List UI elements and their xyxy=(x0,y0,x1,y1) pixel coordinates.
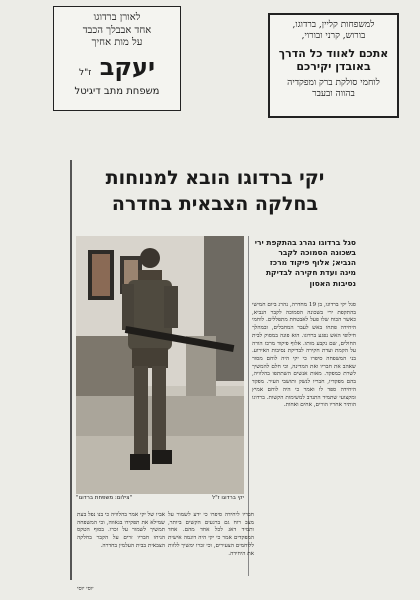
article-body-bottom-left: אביו של יקי אמר בהלוויה כי בנו נפל בעת שמילא את תפקידו בגאווה, וכי המשפחה תמשיך לשמור על זכרו. בסוף הטקס הניחו חבריו זרים על הקבר בחלקה הצבאית בבית העלמין בחדרה. xyxy=(77,512,165,549)
headline-line1: יקי ברדוגו הובא למנוחות xyxy=(105,167,325,189)
notice-right-signature xyxy=(270,78,397,101)
notice-right-line1: למשפחות קליין, ברדוגו, xyxy=(292,20,375,30)
article-body-bottom-right: חבריו ליחידה סיפרו כי ידע לשמור על מצב רוח גם ברגעים הקשים ביותר, ותמיד דאג לכל אחד מהם. אחד המפקדים אמר כי יקי היה דוגמה אישית ללוחמים הצעירים, וכי זכרו ימשיך ללוות את היחידה. xyxy=(168,512,254,557)
notice-left-signature: משפחת מתב דיגיטל xyxy=(74,85,160,97)
notice-left-line3: על מות אחיך xyxy=(91,37,143,48)
soldier-photo-illustration xyxy=(76,236,244,494)
article-subheading: סגל ברדוגו נהרג בהתקפת ירי בשכונה הסמוכה לקבר הנביא; אלוף פיקוד מרכז מינה ועדת חקירה לבדיקת נסיבות האסון xyxy=(254,238,356,288)
condolence-notice-left xyxy=(53,6,181,111)
deceased-name xyxy=(54,53,180,81)
deceased-first-name: יעקב xyxy=(99,52,156,81)
notice-right-message xyxy=(270,47,397,75)
photo-caption xyxy=(76,495,244,504)
notice-right-bold2: באובדן יקירכם xyxy=(296,60,371,74)
soldier-photo xyxy=(76,236,244,494)
caption-name: יקי ברדוגו ז"ל xyxy=(212,495,244,501)
caption-credit: "צילום: משפחת ברדוגו" xyxy=(76,495,133,501)
notice-right-line3: לוחמי סולקת ברק ומפקדיה xyxy=(287,78,380,88)
headline-line2: בחלקה הצבאית בחדרה xyxy=(111,192,319,215)
notice-left-line1: לאורן ברדוגו xyxy=(93,12,141,23)
article-body-right: סגל יקי ברדוגו, בן 19 מחדרה, נהרג ביום חמישי בהתקפת ירי בשכונה הסמוכה לקבר הנביא, כאשר הכוח שלו פעל לאבטחת מתפללים. לוחמי היחידה פתחו באש לעבר המחבלים, ובמהלך חילופי האש נפגע ברדוגו. הוא פונה במסוק לבית החולים, שם נקבע מותו. אלוף פיקוד מרכז הורה על הקמת ועדת חקירה לבדיקת נסיבות האירוע. בני המשפחה סיפרו כי יקי היה לוחם מסור שאהב את חבריו ואת המדינה, וכי חלם להמשיך לשרת כמפקד. מאות אנשים השתתפו בהלוויה, בהם מפקדיו, חבריו לנשק ותושבי העיר. מפקד היחידה ספד לו ואמר כי היה לוחם אמיץ ומקצועי שתמיד התנדב למשימות הקשות. ברדוגו הותיר אחריו הורים, אחים ואחות. xyxy=(252,302,356,409)
article-left-rule xyxy=(70,160,72,580)
article-headline xyxy=(76,166,354,217)
notice-right-families xyxy=(270,20,397,43)
condolence-notice-right xyxy=(268,13,399,118)
article-credit: יוסי יוסי xyxy=(77,586,94,592)
notice-right-line2: בורוש, קרני ובורוי, xyxy=(301,31,366,42)
notice-right-bold1: אתכם לאווד כל הדרך xyxy=(278,46,389,60)
notice-right-line4: בהווה ובעבר xyxy=(312,89,355,100)
notice-left-lines xyxy=(54,12,180,50)
notice-left-line2: אחד אבבלך הכבד xyxy=(82,24,152,36)
honorific: ז"ל xyxy=(78,67,92,78)
